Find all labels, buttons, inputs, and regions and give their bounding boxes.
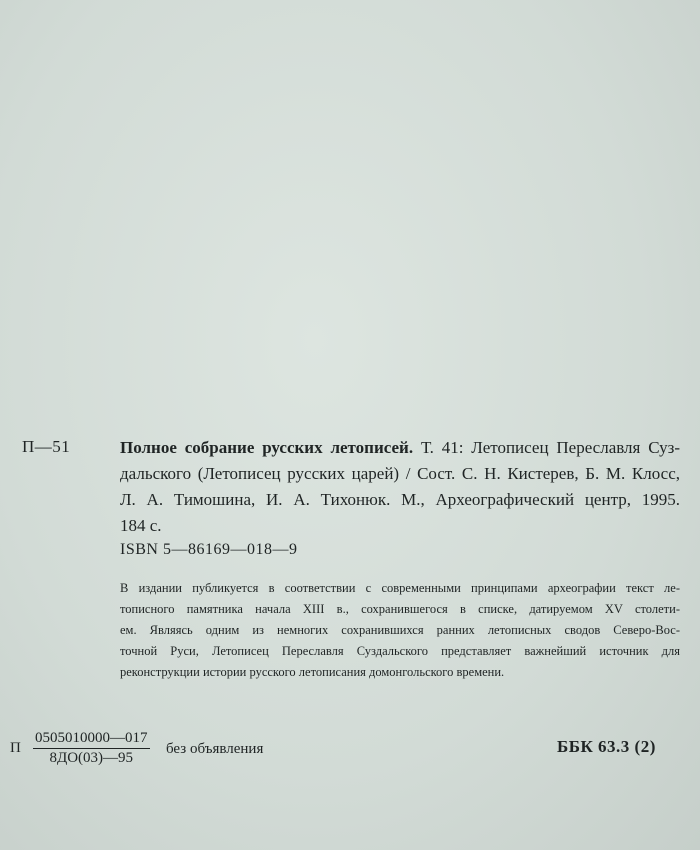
fraction-denominator: 8ДО(03)—95	[49, 750, 134, 766]
bib-line-3: Л. А. Тимошина, И. А. Тихонюк. М., Археографический центр, 1995.	[120, 490, 680, 509]
bib-line-4: 184 с.	[120, 516, 162, 535]
annotation-line-4: точной Руси, Летописец Переславля Суздальского представляет важнейший источник для	[120, 644, 680, 658]
bib-title: Полное собрание русских летописей.	[120, 438, 414, 457]
annotation-line-3: ем. Являясь одним из немногих сохранившихся ранних летописных сводов Северо-Вос-	[120, 623, 680, 637]
catalog-fraction	[33, 730, 150, 767]
bib-line-2: дальского (Летописец русских царей) / Сост. С. Н. Кистерев, Б. М. Клосс,	[120, 464, 680, 483]
fraction-note: без объявления	[166, 741, 264, 757]
bbk-code: ББК 63.3 (2)	[557, 737, 656, 756]
catalog-code: П—51	[22, 437, 71, 456]
bib-line-1	[120, 435, 680, 461]
fraction-prefix: П	[10, 740, 21, 756]
annotation-line-1: В издании публикуется в соответствии с современными принципами археографии текст ле-	[120, 581, 680, 595]
annotation	[120, 578, 680, 683]
annotation-line-5: реконструкции истории русского летописания домонгольского времени.	[120, 665, 505, 679]
bibliographic-entry	[120, 435, 680, 539]
annotation-line-2: тописного памятника начала XIII в., сохранившегося в списке, датируемом XV столети-	[120, 602, 680, 616]
isbn: ISBN 5—86169—018—9	[120, 541, 298, 558]
bib-volume: Т. 41: Летописец Переславля Суз-	[413, 438, 680, 457]
fraction-numerator: 0505010000—017	[33, 730, 150, 749]
